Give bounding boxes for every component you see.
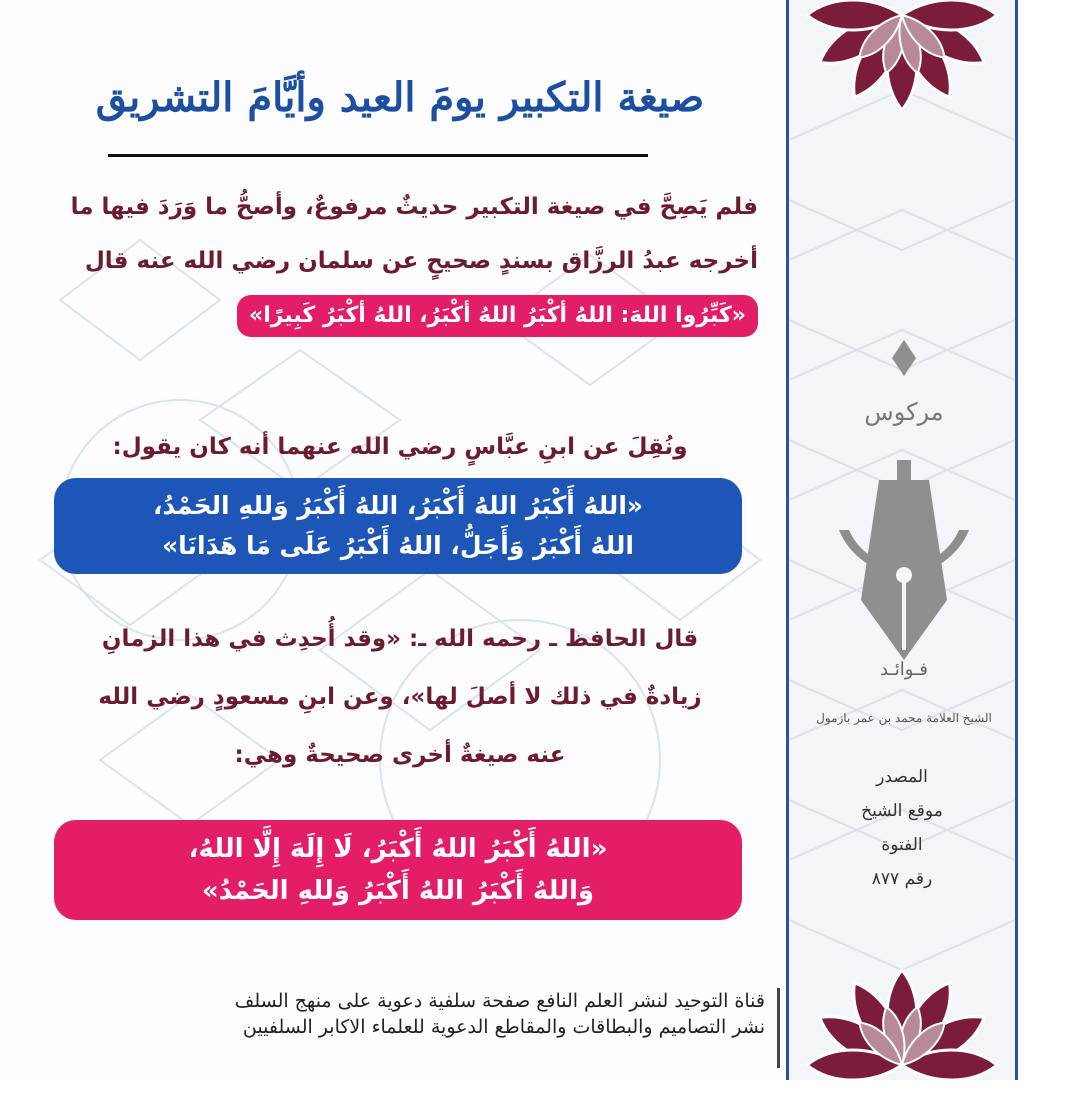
logo-label: فـوائـد [880, 659, 928, 680]
takbir-line-1: «اللهُ أَكْبَرُ اللهُ أَكْبَرُ، اللهُ أَكْبَرُ وَللهِ الحَمْدُ، [152, 491, 644, 520]
pen-logo [816, 330, 992, 750]
logo-name: الشيخ العلامة محمد بن عمر بازمول [816, 711, 992, 725]
side-panel [786, 0, 1018, 1080]
source-site: موقع الشيخ [861, 801, 943, 821]
footer-line-1: قناة التوحيد لنشر العلم النافع صفحة سلفية دعوية على منهج السلف [234, 990, 765, 1012]
intro-paragraph [20, 180, 780, 342]
hafiz-line-3: عنه صيغةٌ أخرى صحيحةٌ وهي: [234, 742, 566, 768]
top-flower-ornament [799, 0, 1005, 115]
right-margin [1018, 0, 1080, 1080]
hafiz-paragraph [20, 610, 780, 784]
salman-quote-pill: «كَبِّرُوا اللهَ: اللهُ أكْبَرُ اللهُ أكْبَرُ، اللهُ أكْبَرُ كَبِيرًا» [237, 295, 758, 337]
channel-footer [20, 988, 780, 1068]
main-content [20, 0, 780, 1080]
footer-line-2: نشر التصاميم والبطاقات والمقاطع الدعوية للعلماء الاكابر السلفيين [242, 1016, 765, 1038]
takbir-line-3: «اللهُ أَكْبَرُ اللهُ أَكْبَرُ، لَا إِلَهَ إِلَّا اللهُ، [188, 834, 608, 864]
ibn-abbas-paragraph: ونُقِلَ عن ابنِ عبَّاسٍ رضي الله عنهما أنه كان يقول: [112, 434, 688, 460]
takbir-line-4: وَاللهُ أَكْبَرُ اللهُ أَكْبَرُ وَللهِ الحَمْدُ» [201, 876, 595, 906]
hafiz-line-2: زيادةٌ في ذلك لا أصلَ لها»، وعن ابنِ مسعودٍ رضي الله [98, 684, 702, 710]
intro-text: فلم يَصِحَّ في صيغة التكبير حديثٌ مرفوعٌ، وأصحُّ ما وَرَدَ فيها ما أخرجه عبدُ الرزَّاق بسندٍ صحيحٍ عن سلمان رضي الله عنه قال [70, 194, 758, 274]
logo-top-text: مركوس [864, 398, 944, 426]
source-number: رقم ٨٧٧ [871, 869, 933, 889]
ibn-abbas-takbir-box [54, 478, 742, 574]
source-section: الفتوة [881, 835, 923, 855]
source-block [789, 760, 1015, 896]
takbir-line-2: اللهُ أَكْبَرُ وَأَجَلُّ، اللهُ أَكْبَرُ عَلَى مَا هَدَانَا» [162, 531, 634, 560]
ibn-masud-takbir-box [54, 820, 742, 920]
page-title: صيغة التكبير يومَ العيد وأيَّامَ التشريق [95, 74, 705, 121]
bottom-flower-ornament [799, 955, 1005, 1115]
title-divider [108, 154, 648, 157]
source-label: المصدر [876, 767, 928, 787]
hafiz-line-1: قال الحافظ ـ رحمه الله ـ: «وقد أُحدِث في هذا الزمانِ [101, 626, 699, 652]
